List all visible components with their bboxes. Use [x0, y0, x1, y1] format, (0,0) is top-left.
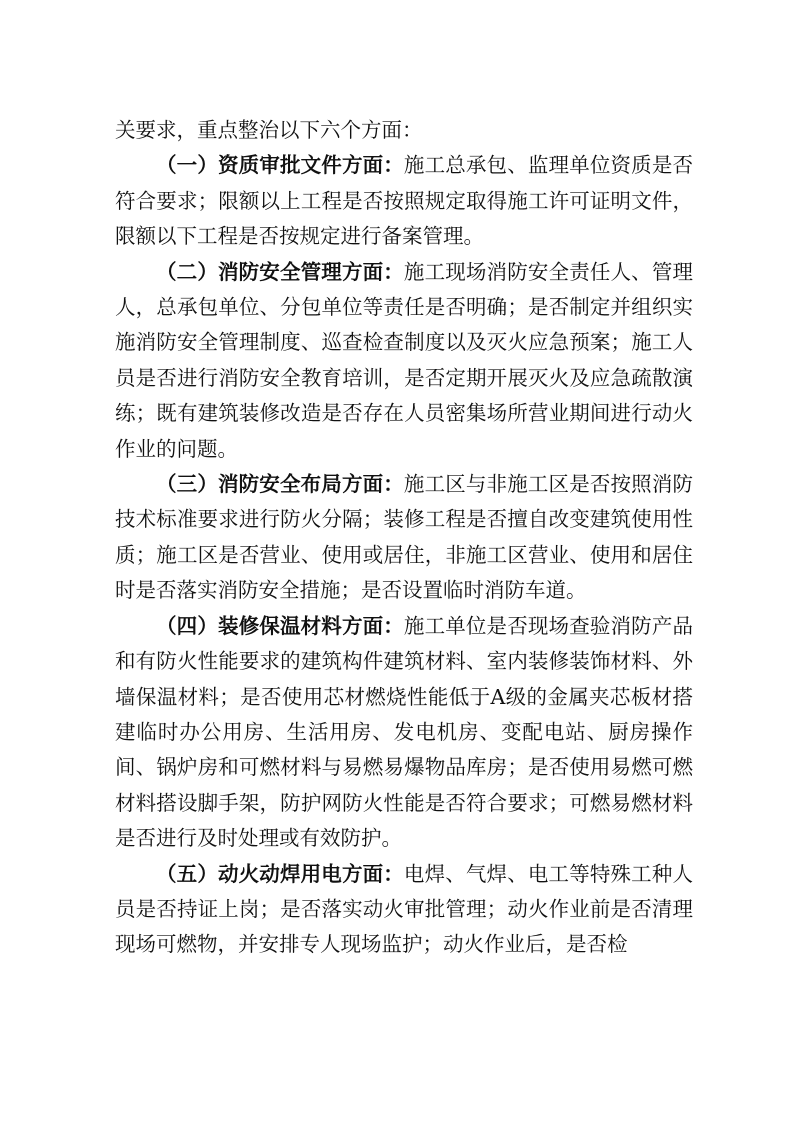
section-3-heading: （三）消防安全布局方面： — [156, 472, 404, 497]
section-4-paragraph — [115, 609, 693, 857]
section-3-body: 施工区与非施工区是否按照消防技术标准要求进行防火分隔；装修工程是否擅自改变建筑使用性质；施工区是否营业、使用或居住，非施工区营业、使用和居住时是否落实消防安全措施；是否设置临时消防车道。 — [115, 472, 694, 603]
section-2-heading: （二）消防安全管理方面： — [156, 259, 404, 284]
section-5-paragraph — [115, 857, 693, 963]
intro-paragraph: 关要求，重点整治以下六个方面： — [115, 118, 423, 142]
section-1-body: 施工总承包、监理单位资质是否符合要求；限额以上工程是否按照规定取得施工许可证明文件，限额以下工程是否按规定进行备案管理。 — [115, 153, 694, 249]
section-1-heading: （一）资质审批文件方面： — [156, 153, 404, 178]
section-2-body: 施工现场消防安全责任人、管理人，总承包单位、分包单位等责任是否明确；是否制定并组织实施消防安全管理制度、巡查检查制度以及灭火应急预案；施工人员是否进行消防安全教育培训，是否定期开展灭火及应急疏散演练；既有建筑装修改造是否存在人员密集场所营业期间进行动火作业的问题。 — [115, 259, 694, 461]
section-4-body: 施工单位是否现场查验消防产品和有防火性能要求的建筑构件建筑材料、室内装修装饰材料、外墙保温材料；是否使用芯材燃烧性能低于A级的金属夹芯板材搭建临时办公用房、生活用房、发电机房、变配电站、厨房操作间、锅炉房和可燃材料与易燃易爆物品库房；是否使用易燃可燃材料搭设脚手架，防护网防火性能是否符合要求；可燃易燃材料是否进行及时处理或有效防护。 — [115, 613, 694, 851]
section-3-paragraph — [115, 467, 693, 609]
section-5-heading: （五）动火动焊用电方面： — [156, 861, 404, 886]
section-2-paragraph — [115, 255, 693, 467]
document-page — [115, 113, 693, 963]
section-1-paragraph — [115, 148, 693, 254]
section-4-heading: （四）装修保温材料方面： — [156, 613, 404, 638]
section-5-body: 电焊、气焊、电工等特殊工种人员是否持证上岗；是否落实动火审批管理；动火作业前是否清理现场可燃物，并安排专人现场监护；动火作业后，是否检 — [115, 861, 694, 957]
